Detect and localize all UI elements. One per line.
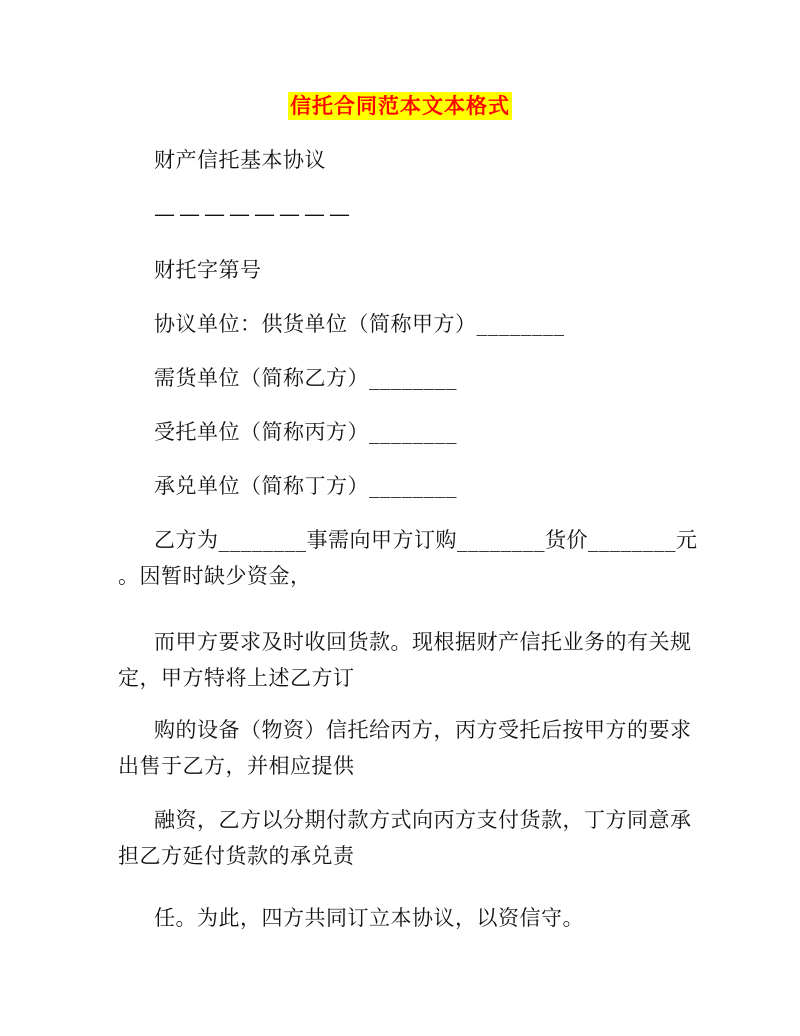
paragraph-equipment [118, 712, 692, 784]
title-wrap [0, 92, 800, 120]
paragraph-party-b: 需货单位（简称乙方）________ [154, 366, 457, 390]
paragraph-dash-line: ———————— [154, 202, 354, 226]
document-title: 信托合同范本文本格式 [290, 93, 510, 118]
paragraph-financing-line-1: 融资，乙方以分期付款方式向丙方支付货款，丁方同意承 [154, 808, 692, 832]
paragraph-financing [118, 802, 692, 874]
paragraph-contract-number: 财托字第号 [154, 258, 262, 282]
paragraph-purchase [118, 522, 698, 594]
paragraph-purchase-line-2: 。因暂时缺少资金， [118, 564, 312, 588]
paragraph-conclusion: 任。为此，四方共同订立本协议，以资信守。 [154, 906, 584, 930]
paragraph-party-d: 承兑单位（简称丁方）________ [154, 474, 457, 498]
paragraph-financing-line-2: 担乙方延付货款的承兑责 [118, 844, 355, 868]
paragraph-trust-basis [118, 624, 692, 696]
paragraph-equipment-line-1: 购的设备（物资）信托给丙方，丙方受托后按甲方的要求 [154, 718, 692, 742]
paragraph-equipment-line-2: 出售于乙方，并相应提供 [118, 754, 355, 778]
paragraph-trust-basis-line-2: 定，甲方特将上述乙方订 [118, 666, 355, 690]
paragraph-trust-basis-line-1: 而甲方要求及时收回货款。现根据财产信托业务的有关规 [154, 630, 692, 654]
paragraph-purchase-line-1: 乙方为________事需向甲方订购________货价________元 [154, 528, 698, 552]
paragraph-party-a: 协议单位：供货单位（简称甲方）________ [154, 312, 565, 336]
paragraph-agreement-name: 财产信托基本协议 [154, 148, 326, 172]
paragraph-party-c: 受托单位（简称丙方）________ [154, 420, 457, 444]
